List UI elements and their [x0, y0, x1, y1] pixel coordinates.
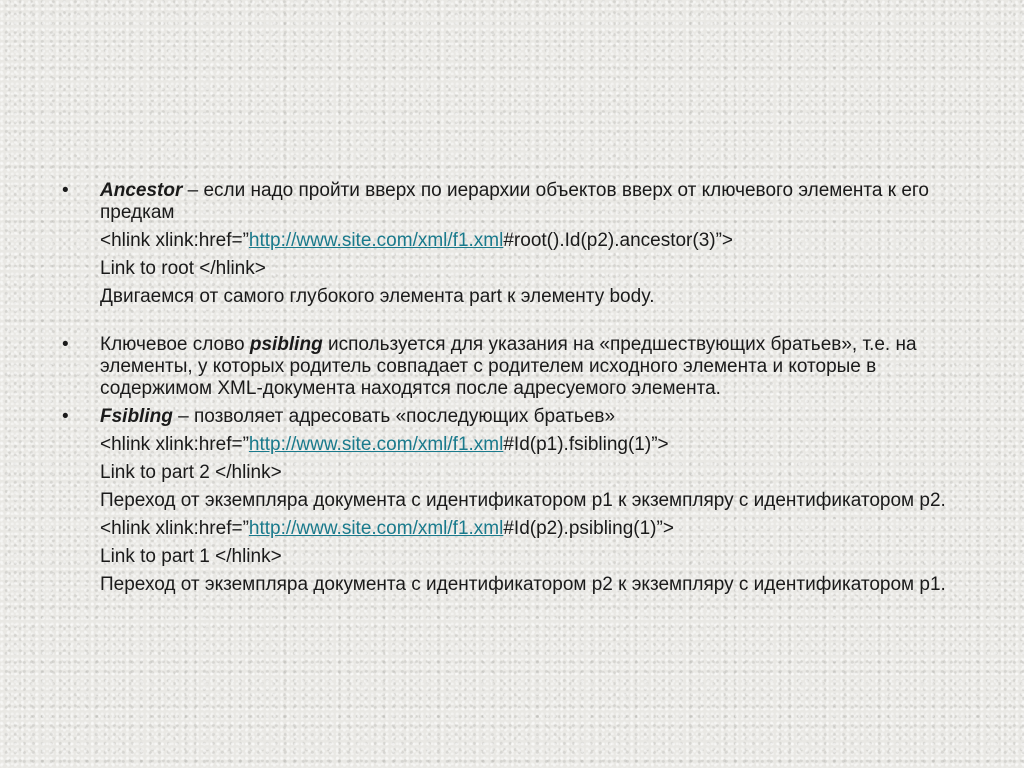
- slide-body: [62, 180, 962, 596]
- term-psibling: psibling: [249, 334, 323, 355]
- fsibling-explanation: Переход от экземпляра документа с идентификатором p1 к экземпляру с идентификатором p2.: [100, 490, 946, 511]
- code-suffix: #Id(p2).psibling(1)”>: [503, 518, 674, 539]
- fsibling-description: – позволяет адресовать «последующих братьев»: [172, 406, 616, 427]
- psibling-intro: Ключевое слово: [100, 334, 250, 355]
- ancestor-description: – если надо пройти вверх по иерархии объектов вверх от ключевого элемента к его предкам: [100, 180, 929, 223]
- bullet-marker: •: [62, 180, 69, 201]
- code-suffix: #root().Id(p2).ancestor(3)”>: [503, 230, 734, 251]
- term-fsibling: Fsibling: [100, 406, 173, 427]
- url-link[interactable]: http://www.site.com/xml/f1.xml: [248, 518, 504, 539]
- bullet-fsibling: [62, 406, 962, 428]
- code-suffix: #Id(p1).fsibling(1)”>: [503, 434, 669, 455]
- bullet-psibling: [62, 334, 962, 400]
- ancestor-explanation: Двигаемся от самого глубокого элемента part к элементу body.: [100, 286, 655, 307]
- ancestor-link-text: Link to root </hlink>: [100, 258, 266, 279]
- code-prefix: <hlink xlink:href=”: [100, 518, 249, 539]
- term-ancestor: Ancestor: [100, 180, 183, 201]
- bullet-ancestor: [62, 180, 962, 224]
- bullet-marker: •: [62, 334, 69, 355]
- fsibling-code-line: [62, 434, 962, 456]
- psibling-description: используется для указания на «предшествующих братьев», т.е. на элементы, у которых родитель совпадает с родителем исходного элемента и которые в содержимом XML-документа находятся после адресуемого элемента.: [100, 334, 917, 399]
- url-link[interactable]: http://www.site.com/xml/f1.xml: [248, 230, 504, 251]
- code-prefix: <hlink xlink:href=”: [100, 434, 249, 455]
- psibling-explanation: Переход от экземпляра документа с идентификатором p2 к экземпляру с идентификатором p1.: [100, 574, 946, 595]
- psibling-code-line: [62, 518, 962, 540]
- ancestor-code-line: [62, 230, 962, 252]
- psibling-link-text: Link to part 1 </hlink>: [100, 546, 282, 567]
- bullet-marker: •: [62, 406, 69, 427]
- code-prefix: <hlink xlink:href=”: [100, 230, 249, 251]
- fsibling-link-text: Link to part 2 </hlink>: [100, 462, 282, 483]
- url-link[interactable]: http://www.site.com/xml/f1.xml: [248, 434, 504, 455]
